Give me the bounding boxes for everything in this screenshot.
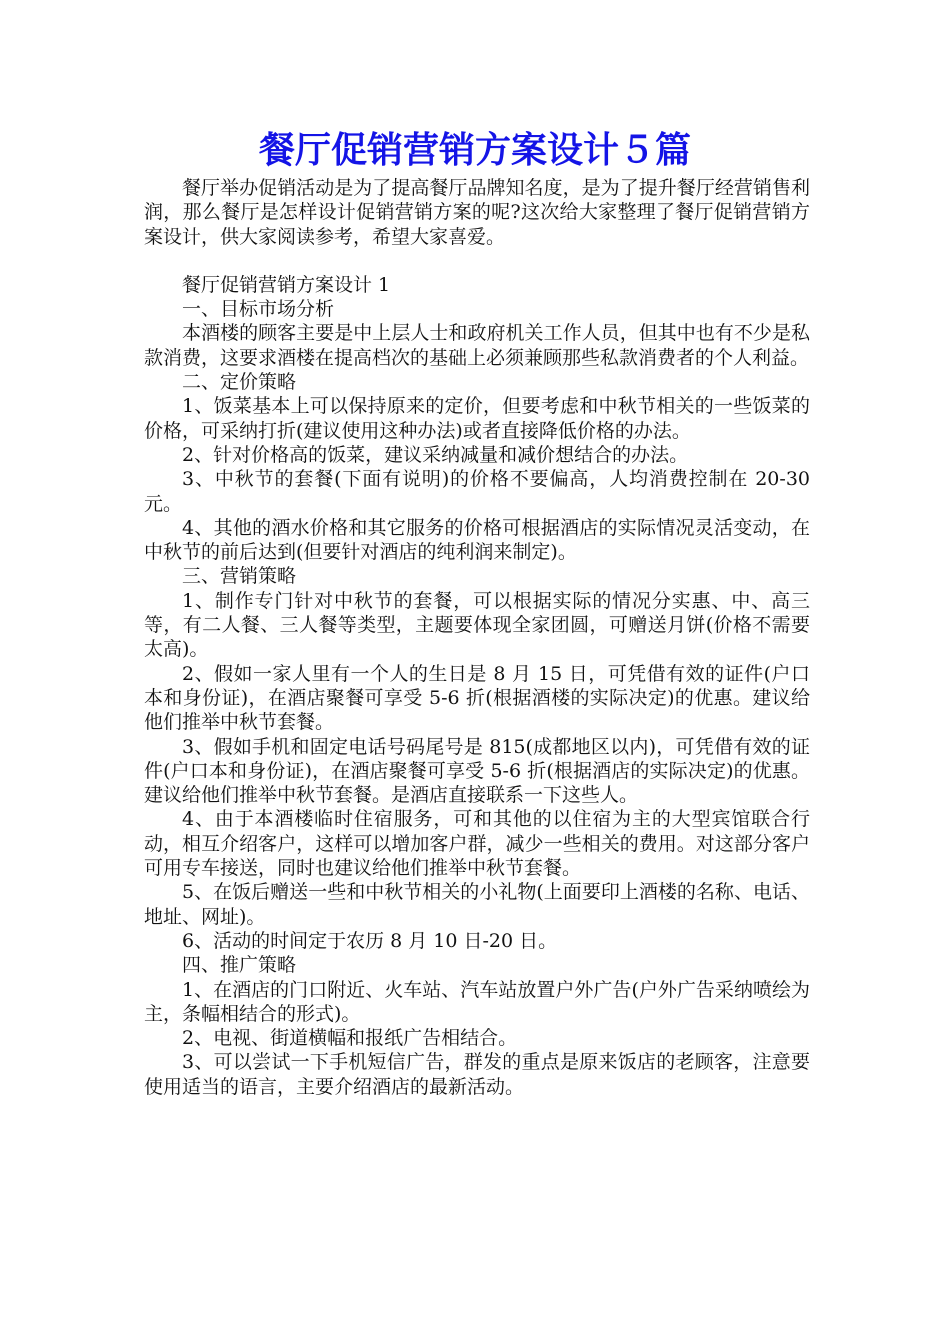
paragraph-promotion-2: 2、电视、街道横幅和报纸广告相结合。 (182, 1027, 518, 1050)
intro-paragraph: 餐厅举办促销活动是为了提高餐厅品牌知名度，是为了提升餐厅经营销售利润，那么餐厅是怎样设计促销营销方案的呢?这次给大家整理了餐厅促销营销方案设计，供大家阅读参考，希望大家喜爱。 (144, 177, 810, 248)
paragraph-marketing-1: 1、制作专门针对中秋节的套餐，可以根据实际的情况分实惠、中、高三等，有二人餐、三人餐等类型，主题要体现全家团圆，可赠送月饼(价格不需要太高)。 (144, 589, 810, 661)
paragraph-marketing-4: 4、由于本酒楼临时住宿服务，可和其他的以住宿为主的大型宾馆联合行动，相互介绍客户，这样可以增加客户群，减少一些相关的费用。对这部分客户可用专车接送，同时也建议给他们推举中秋节套餐。 (144, 808, 810, 880)
paragraph-marketing-3: 3、假如手机和固定电话号码尾号是 815(成都地区以内)，可凭借有效的证件(户口本和身份证)，在酒店聚餐可享受 5-6 折(根据酒店的实际决定)的优惠。建议给他们推举中秋节套餐。是酒店直接联系一下这些人。 (144, 735, 810, 807)
heading-target-market: 一、目标市场分析 (182, 298, 335, 321)
paragraph-target-market: 本酒楼的顾客主要是中上层人士和政府机关工作人员，但其中也有不少是私款消费，这要求酒楼在提高档次的基础上必须兼顾那些私款消费者的个人利益。 (144, 322, 810, 369)
paragraph-pricing-1: 1、饭菜基本上可以保持原来的定价，但要考虑和中秋节相关的一些饭菜的价格，可采纳打折(建议使用这种办法)或者直接降低价格的办法。 (144, 395, 810, 442)
paragraph-pricing-2: 2、针对价格高的饭菜，建议采纳减量和减价想结合的办法。 (182, 443, 689, 466)
paragraph-marketing-2: 2、假如一家人里有一个人的生日是 8 月 15 日，可凭借有效的证件(户口本和身份证)，在酒店聚餐可享受 5-6 折(根据酒楼的实际决定)的优惠。建议给他们推举中秋节套餐。 (144, 662, 810, 734)
heading-marketing-strategy: 三、营销策略 (182, 565, 297, 588)
paragraph-pricing-3: 3、中秋节的套餐(下面有说明)的价格不要偏高，人均消费控制在 20-30 元。 (144, 468, 810, 515)
section-title: 餐厅促销营销方案设计 1 (182, 273, 391, 296)
paragraph-promotion-1: 1、在酒店的门口附近、火车站、汽车站放置户外广告(户外广告采纳喷绘为主，条幅相结合的形式)。 (144, 978, 810, 1025)
paragraph-marketing-6: 6、活动的时间定于农历 8 月 10 日-20 日。 (182, 929, 558, 952)
document-body (144, 176, 810, 1099)
paragraph-promotion-3: 3、可以尝试一下手机短信广告，群发的重点是原来饭店的老顾客，注意要使用适当的语言，主要介绍酒店的最新活动。 (144, 1051, 810, 1098)
paragraph-gap (144, 249, 810, 273)
paragraph-pricing-4: 4、其他的酒水价格和其它服务的价格可根据酒店的实际情况灵活变动，在中秋节的前后达到(但要针对酒店的纯利润来制定)。 (144, 516, 810, 564)
document-title: 餐厅促销营销方案设计５篇 (258, 129, 691, 171)
heading-pricing-strategy: 二、定价策略 (182, 371, 297, 394)
paragraph-marketing-5: 5、在饭后赠送一些和中秋节相关的小礼物(上面要印上酒楼的名称、电话、地址、网址)。 (144, 881, 810, 928)
heading-promotion-strategy: 四、推广策略 (182, 954, 297, 977)
